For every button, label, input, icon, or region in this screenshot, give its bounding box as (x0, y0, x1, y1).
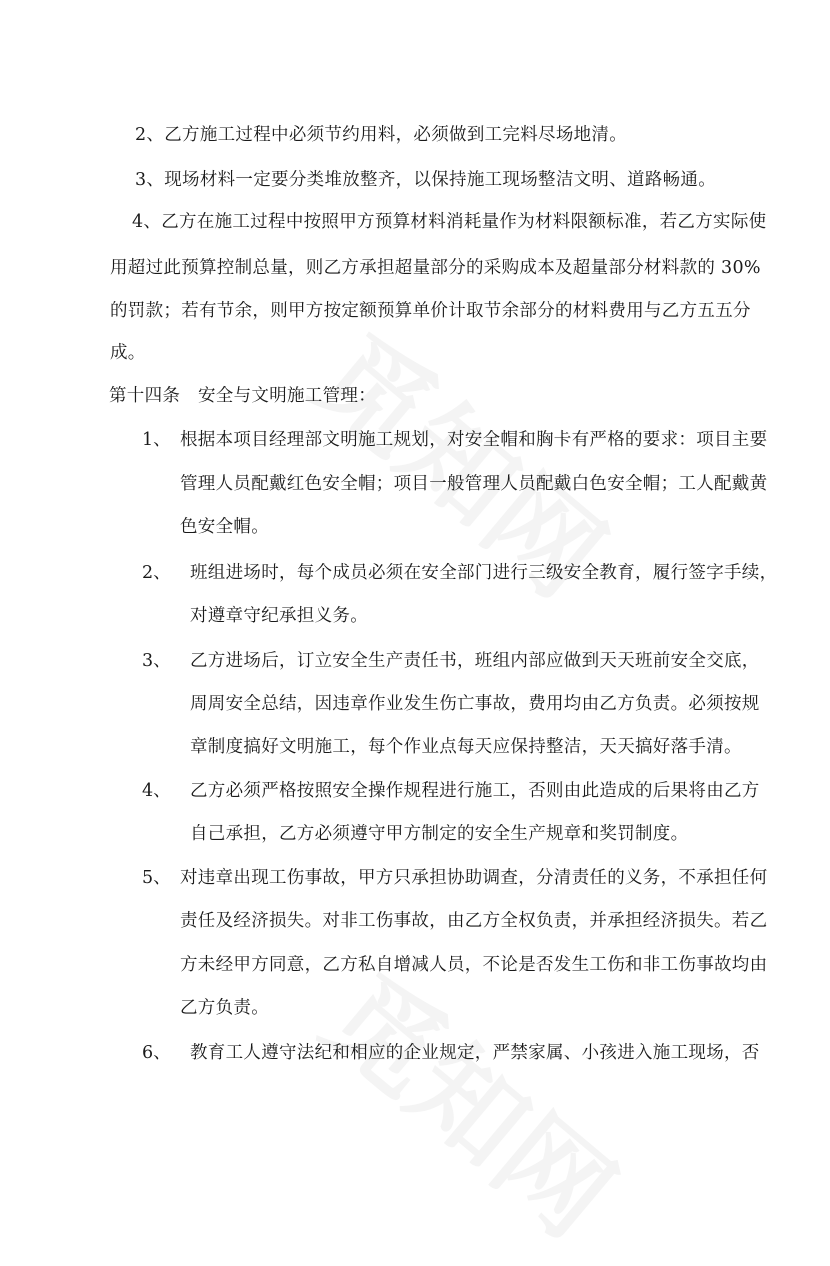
clause-2-line-1: 班组进场时，每个成员必须在安全部门进行三级安全教育，履行签字手续， (190, 563, 778, 583)
clause-1-line-2: 管理人员配戴红色安全帽；项目一般管理人员配戴白色安全帽；工人配戴黄 (180, 474, 768, 494)
clause-4-line-2: 自己承担，乙方必须遵守甲方制定的安全生产规章和奖罚制度。 (190, 824, 689, 844)
clause-2-line-2: 对遵章守纪承担义务。 (190, 606, 368, 626)
watermark (298, 932, 652, 1265)
clause-number: 1、 (142, 430, 171, 450)
item-2: 2、乙方施工过程中必须节约用料，必须做到工完料尽场地清。 (135, 125, 628, 145)
article-heading: 第十四条 安全与文明施工管理： (109, 386, 376, 406)
item-4-line-1: 4、乙方在施工过程中按照甲方预算材料消耗量作为材料限额标准，若乙方实际使 (132, 212, 767, 232)
clause-5-line-4: 乙方负责。 (180, 998, 269, 1018)
clause-number: 3、 (142, 651, 171, 671)
clause-4-line-1: 乙方必须严格按照安全操作规程进行施工，否则由此造成的后果将由乙方 (190, 781, 760, 801)
clause-5-line-3: 方未经甲方同意，乙方私自增减人员，不论是否发生工伤和非工伤事故均由 (180, 955, 768, 975)
clause-3-line-2: 周周安全总结，因违章作业发生伤亡事故，费用均由乙方负责。必须按规 (190, 694, 760, 714)
clause-number: 6、 (142, 1043, 171, 1063)
item-4-line-4: 成。 (110, 343, 146, 363)
clause-number: 2、 (142, 563, 171, 583)
clause-3-line-1: 乙方进场后，订立安全生产责任书，班组内部应做到天天班前安全交底， (190, 651, 760, 671)
clause-1-line-3: 色安全帽。 (180, 517, 269, 537)
clause-5-line-2: 责任及经济损失。对非工伤事故，由乙方全权负责，并承担经济损失。若乙 (180, 911, 768, 931)
clause-1-line-1: 根据本项目经理部文明施工规划，对安全帽和胸卡有严格的要求：项目主要 (180, 430, 768, 450)
item-4-line-2: 用超过此预算控制总量，则乙方承担超量部分的采购成本及超量部分材料款的 30% (110, 258, 761, 278)
clause-5-line-1: 对违章出现工伤事故，甲方只承担协助调查，分清责任的义务，不承担任何 (180, 868, 768, 888)
item-3: 3、现场材料一定要分类堆放整齐，以保持施工现场整洁文明、道路畅通。 (135, 170, 717, 190)
clause-number: 4、 (142, 781, 171, 801)
clause-number: 5、 (142, 868, 171, 888)
clause-3-line-3: 章制度搞好文明施工，每个作业点每天应保持整洁，天天搞好落手清。 (190, 737, 742, 757)
clause-6-line-1: 教育工人遵守法纪和相应的企业规定，严禁家属、小孩进入施工现场，否 (190, 1043, 760, 1063)
item-4-line-3: 的罚款；若有节余，则甲方按定额预算单价计取节余部分的材料费用与乙方五五分 (110, 301, 751, 321)
